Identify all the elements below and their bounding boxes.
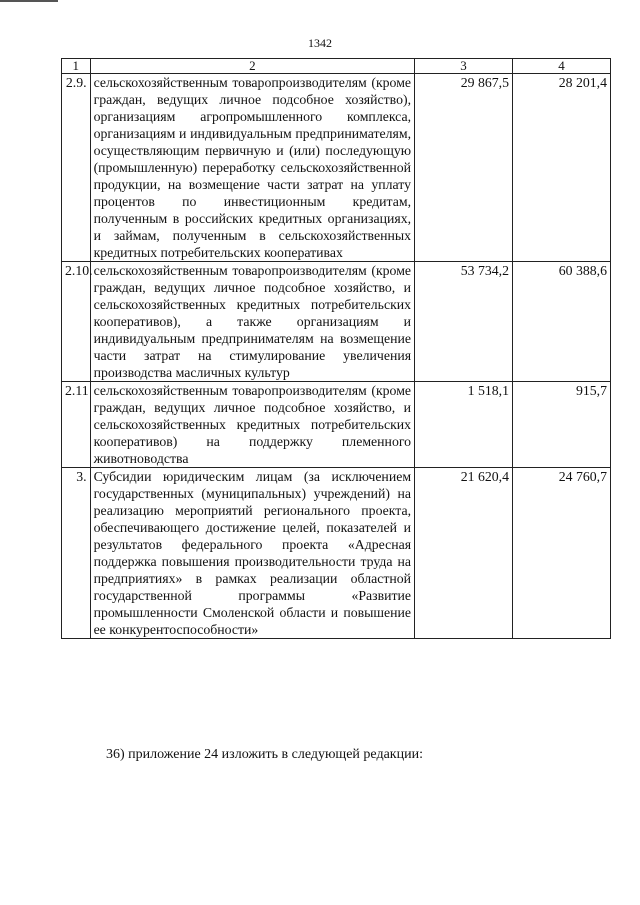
row-value-col3: 21 620,4 — [415, 468, 513, 639]
appropriations-table — [61, 58, 611, 639]
table-header-row — [62, 59, 611, 74]
table-row — [62, 382, 611, 468]
row-description — [90, 382, 415, 468]
row-number: 2.10. — [62, 262, 91, 382]
row-description — [90, 262, 415, 382]
row-value-col4: 915,7 — [513, 382, 611, 468]
page-number: 1342 — [308, 36, 332, 50]
row-number: 2.9. — [62, 74, 91, 262]
row-value-col3: 1 518,1 — [415, 382, 513, 468]
header-col-3: 3 — [415, 59, 513, 74]
row-number: 3. — [62, 468, 91, 639]
row-description-text: сельскохозяйственным товаропроизводителям (кроме граждан, ведущих личное подсобное хозяйство), организациям агропромышленного комплекса, организациям и индивидуальным предпринимателям, осуществляющим первичную и (или) последующую (промышленную) переработку сельскохозяйственной продукции, на возмещение части затрат на уплату процентов по инвестиционным кредитам, полученным в российских кредитных организациях, и займам, полученным в сельскохозяйственных кредитных потребительских кооперативах — [93, 75, 412, 260]
row-description-text: сельскохозяйственным товаропроизводителям (кроме граждан, ведущих личное подсобное хозяйство, и сельскохозяйственных кредитных потребительских кооперативов), а также организациям и индивидуальным предпринимателям на возмещение части затрат на стимулирование увеличения производства масличных культур — [93, 263, 412, 380]
row-description — [90, 74, 415, 262]
header-col-4: 4 — [513, 59, 611, 74]
row-value-col3: 53 734,2 — [415, 262, 513, 382]
header-col-1: 1 — [62, 59, 91, 74]
header-col-2: 2 — [90, 59, 415, 74]
row-value-col4: 24 760,7 — [513, 468, 611, 639]
row-description — [90, 468, 415, 639]
row-description-text: Субсидии юридическим лицам (за исключением государственных (муниципальных) учреждений) на реализацию мероприятий регионального проекта, обеспечивающего достижение целей, показателей и результатов федерального проекта «Адресная поддержка повышения производительности труда на предприятиях» в рамках реализации областной государственной программы «Развитие промышленности Смоленской области и повышение ее конкурентоспособности» — [93, 469, 412, 637]
scan-corner-mark — [0, 0, 58, 2]
row-value-col4: 60 388,6 — [513, 262, 611, 382]
table-row — [62, 262, 611, 382]
amendment-instruction: 36) приложение 24 изложить в следующей редакции: — [106, 747, 423, 762]
table-row — [62, 468, 611, 639]
row-number: 2.11 — [62, 382, 91, 468]
row-value-col3: 29 867,5 — [415, 74, 513, 262]
row-value-col4: 28 201,4 — [513, 74, 611, 262]
table-row — [62, 74, 611, 262]
row-description-text: сельскохозяйственным товаропроизводителям (кроме граждан, ведущих личное подсобное хозяйство, и сельскохозяйственных кредитных потребительских кооперативов) на поддержку племенного животноводства — [93, 383, 412, 466]
